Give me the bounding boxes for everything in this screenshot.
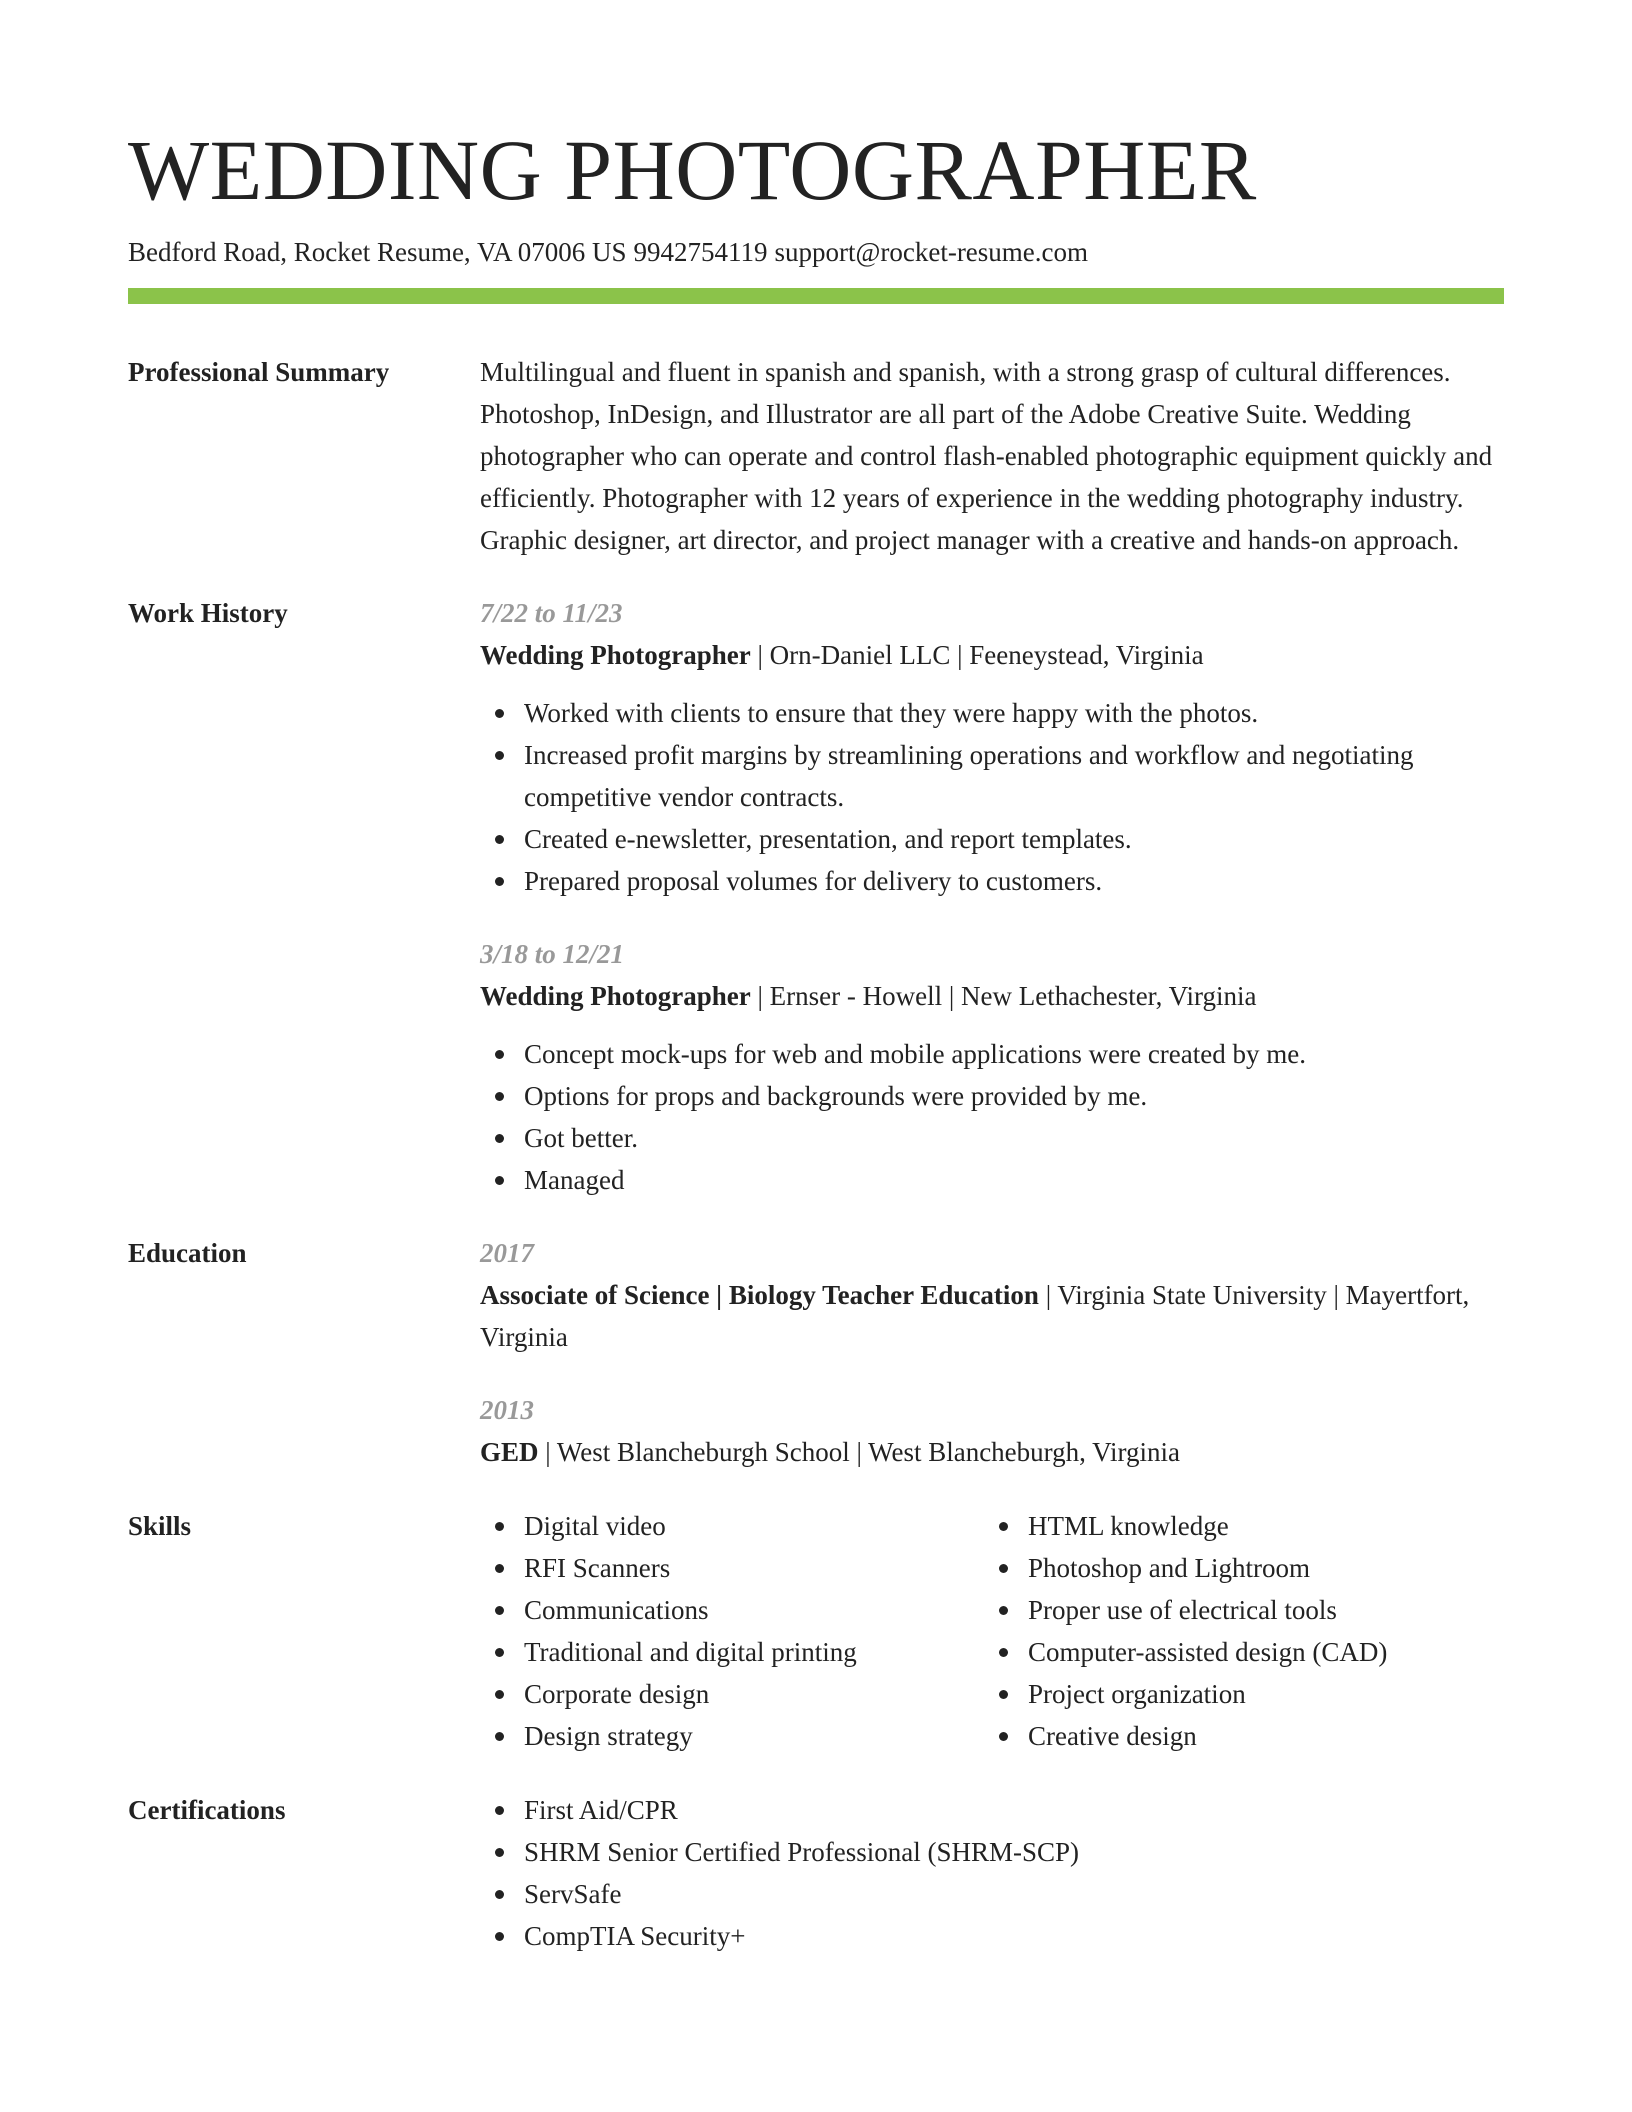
education-year: 2017 — [480, 1238, 534, 1268]
list-item: Creative design — [1028, 1715, 1504, 1757]
job-line — [480, 975, 1504, 1017]
list-item: Proper use of electrical tools — [1028, 1589, 1504, 1631]
job-bullets — [480, 692, 1504, 902]
list-item: ServSafe — [524, 1873, 1504, 1915]
education-degree: Associate of Science | Biology Teacher Education — [480, 1280, 1039, 1310]
list-item: First Aid/CPR — [524, 1789, 1504, 1831]
list-item: Computer-assisted design (CAD) — [1028, 1631, 1504, 1673]
contact-phone: 9942754119 — [633, 237, 768, 267]
contact-email: support@rocket-resume.com — [774, 237, 1089, 267]
list-item: Communications — [524, 1589, 984, 1631]
skills-heading: Skills — [128, 1511, 192, 1541]
job-details: | Orn-Daniel LLC | Feeneystead, Virginia — [750, 640, 1204, 670]
list-item: Corporate design — [524, 1673, 984, 1715]
list-item: Photoshop and Lightroom — [1028, 1547, 1504, 1589]
header-divider — [128, 288, 1504, 304]
job-dates: 3/18 to 12/21 — [480, 939, 625, 969]
certifications-section — [128, 1789, 1504, 1957]
resume-title: WEDDING PHOTOGRAPHER — [128, 122, 1257, 218]
job-title: Wedding Photographer — [480, 981, 751, 1011]
list-item: Concept mock-ups for web and mobile applications were created by me. — [524, 1033, 1504, 1075]
list-item: Project organization — [1028, 1673, 1504, 1715]
summary-section — [128, 351, 1504, 561]
list-item: RFI Scanners — [524, 1547, 984, 1589]
list-item: Got better. — [524, 1117, 1504, 1159]
list-item: Created e-newsletter, presentation, and report templates. — [524, 818, 1504, 860]
job-entry — [480, 592, 1504, 902]
summary-text: Multilingual and fluent in spanish and spanish, with a strong grasp of cultural differences. Photoshop, InDesign, and Illustrator are all part of the Adobe Creative Suite. Wedding photographer who can operate and control flash-enabled photographic equipment quickly and efficiently. Photographer with 12 years of experience in the wedding photography industry. Graphic designer, art director, and project manager with a creative and hands-on approach. — [480, 357, 1493, 555]
education-year: 2013 — [480, 1395, 534, 1425]
list-item: Managed — [524, 1159, 1504, 1201]
list-item: Digital video — [524, 1505, 984, 1547]
work-history-section — [128, 592, 1504, 1201]
education-details: | Virginia State University | Mayertfort, Virginia — [480, 1280, 1470, 1352]
list-item: Worked with clients to ensure that they were happy with the photos. — [524, 692, 1504, 734]
list-item: HTML knowledge — [1028, 1505, 1504, 1547]
contact-address: Bedford Road, Rocket Resume, VA 07006 US — [128, 237, 627, 267]
list-item: Increased profit margins by streamlining operations and workflow and negotiating competitive vendor contracts. — [524, 734, 1504, 818]
list-item: Traditional and digital printing — [524, 1631, 984, 1673]
list-item: Design strategy — [524, 1715, 984, 1757]
education-details: | West Blancheburgh School | West Blancheburgh, Virginia — [538, 1437, 1181, 1467]
job-bullets — [480, 1033, 1504, 1201]
job-entry — [480, 933, 1504, 1201]
education-degree: GED — [480, 1437, 539, 1467]
education-line — [480, 1274, 1504, 1358]
work-history-heading: Work History — [128, 598, 288, 628]
education-entry — [480, 1232, 1504, 1358]
certifications-heading: Certifications — [128, 1795, 286, 1825]
education-entry — [480, 1389, 1504, 1473]
list-item: Prepared proposal volumes for delivery to customers. — [524, 860, 1504, 902]
skills-list-right — [984, 1505, 1504, 1757]
contact-line — [128, 234, 1504, 270]
certifications-list — [480, 1789, 1504, 1957]
list-item: SHRM Senior Certified Professional (SHRM-SCP) — [524, 1831, 1504, 1873]
job-title: Wedding Photographer — [480, 640, 751, 670]
skills-list-left — [480, 1505, 984, 1757]
job-dates: 7/22 to 11/23 — [480, 598, 623, 628]
job-line — [480, 634, 1504, 676]
resume-page — [128, 120, 1504, 1957]
job-details: | Ernser - Howell | New Lethachester, Virginia — [750, 981, 1257, 1011]
list-item: Options for props and backgrounds were provided by me. — [524, 1075, 1504, 1117]
skills-section — [128, 1505, 1504, 1757]
education-line — [480, 1431, 1504, 1473]
list-item: CompTIA Security+ — [524, 1915, 1504, 1957]
education-heading: Education — [128, 1238, 247, 1268]
summary-heading: Professional Summary — [128, 357, 390, 387]
education-section — [128, 1232, 1504, 1473]
